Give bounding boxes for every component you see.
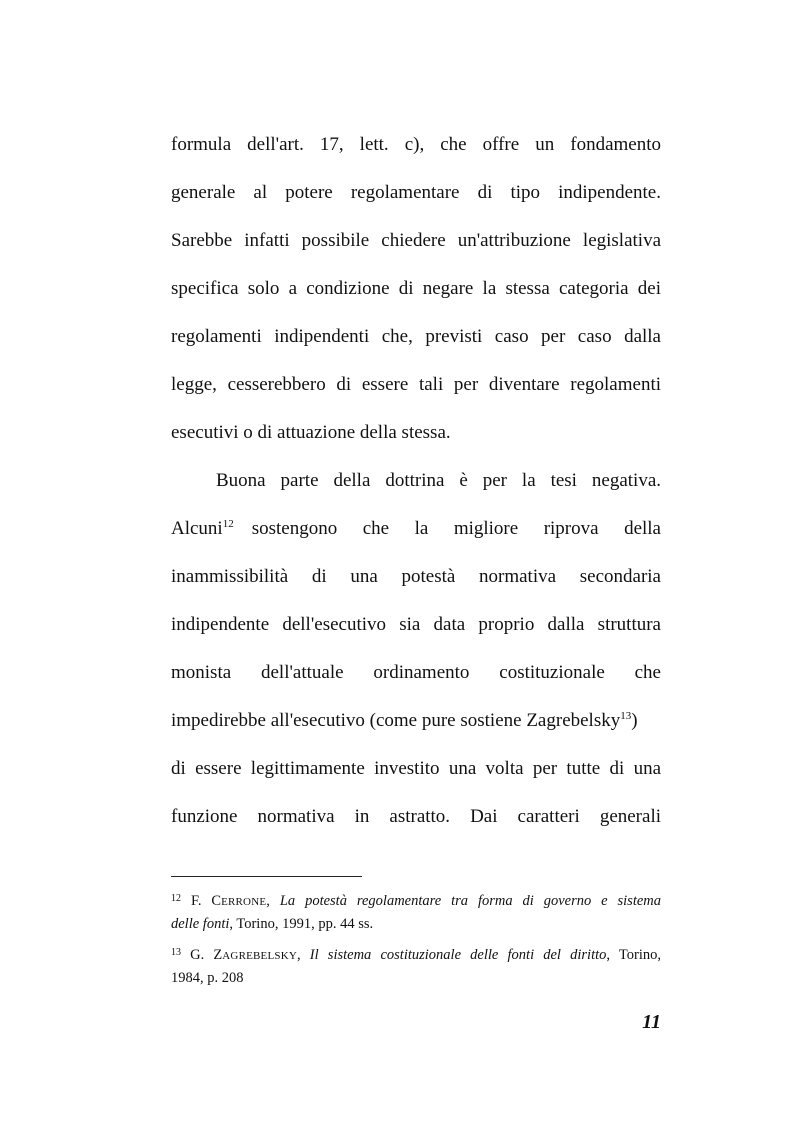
body-line-13: impedirebbe all'esecutivo (come pure sostiene Zagrebelsky$^{13}$) bbox=[171, 710, 638, 731]
body-line-15: funzione normativa in astratto. Dai caratteri generali bbox=[171, 806, 661, 827]
footnote-13 bbox=[171, 944, 661, 989]
word-alcuni: Alcuni$^{12}$ bbox=[171, 518, 234, 539]
footnote-12 bbox=[171, 890, 661, 935]
footnote-12-number: 12 bbox=[171, 893, 181, 904]
body-line-12: monista dell'attuale ordinamento costituzionale che bbox=[171, 662, 661, 683]
footnote-13-number: 13 bbox=[171, 947, 181, 958]
body-line-7: esecutivi o di attuazione della stessa. bbox=[171, 422, 451, 443]
body-line-2: generale al potere regolamentare di tipo indipendente. bbox=[171, 182, 661, 203]
body-line-4: specifica solo a condizione di negare la stessa categoria dei bbox=[171, 278, 661, 299]
body-line-8: Buona parte della dottrina è per la tesi negativa. bbox=[216, 470, 661, 491]
body-line-9-rest: sostengono che la migliore riprova della bbox=[251, 518, 661, 539]
body-line-14: di essere legittimamente investito una volta per tutte di una bbox=[171, 758, 661, 779]
footnote-13-line-2: 1984, p. 208 bbox=[171, 970, 244, 986]
body-line-3: Sarebbe infatti possibile chiedere un'attribuzione legislativa bbox=[171, 230, 661, 251]
body-line-5: regolamenti indipendenti che, previsti caso per caso dalla bbox=[171, 326, 661, 347]
footnote-13-line-1: $^{13}$ G. ZAGREBELSKY, Il sistema costituzionale delle fonti del diritto, Torino, bbox=[171, 947, 661, 963]
footnote-separator bbox=[171, 876, 362, 877]
footnote-ref-13[interactable]: 13 bbox=[620, 710, 632, 722]
body-line-1: formula dell'art. 17, lett. c), che offre un fondamento bbox=[171, 134, 661, 155]
page-number: 11 bbox=[642, 1011, 661, 1033]
footnote-12-line-2: delle fonti, Torino, 1991, pp. 44 ss. bbox=[171, 916, 374, 932]
footnote-12-line-1: $^{12}$ F. CERRONE, La potestà regolamentare tra forma di governo e sistema bbox=[171, 893, 662, 909]
body-line-11: indipendente dell'esecutivo sia data proprio dalla struttura bbox=[171, 614, 661, 635]
body-line-6: legge, cesserebbero di essere tali per diventare regolamenti bbox=[171, 374, 661, 395]
body-line-10: inammissibilità di una potestà normativa secondaria bbox=[171, 566, 661, 587]
footnote-ref-12[interactable]: 12 bbox=[222, 518, 234, 530]
body-line-9 bbox=[171, 518, 661, 540]
